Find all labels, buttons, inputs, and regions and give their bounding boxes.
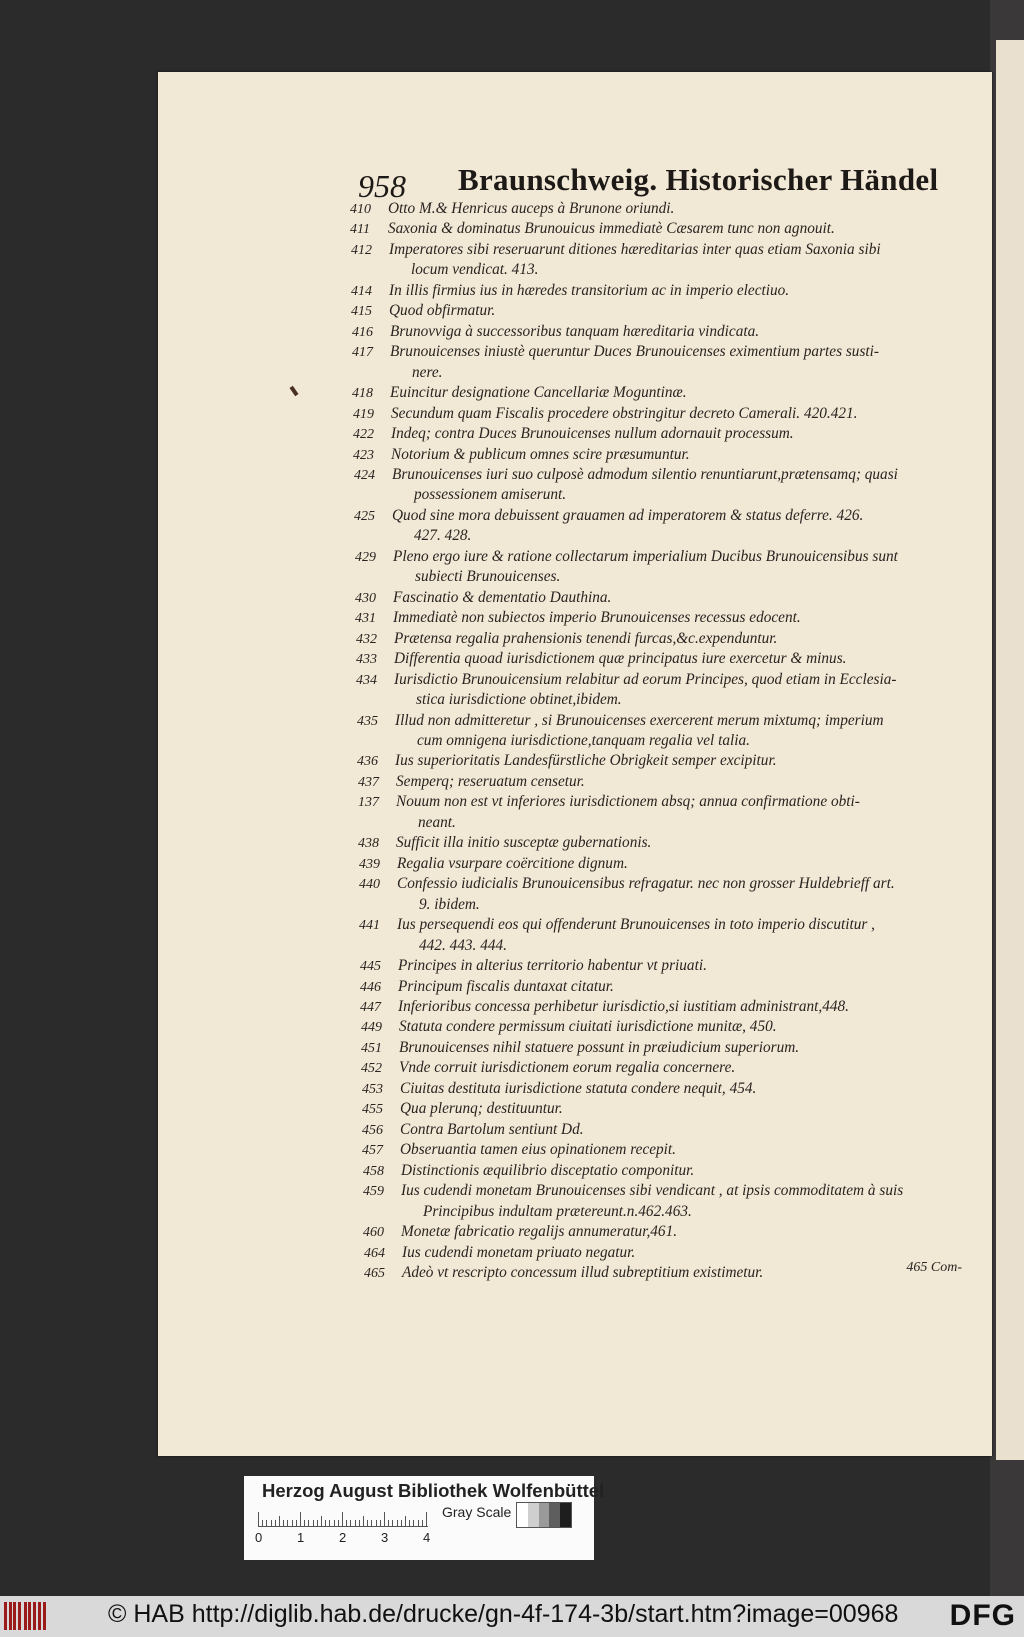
- ruler-tick: [266, 1520, 267, 1526]
- entry-text: Differentia quoad iurisdictionem quæ principatus iure exercetur & minus.: [394, 650, 847, 668]
- entry-text: Regalia vsurpare coërcitione dignum.: [397, 854, 628, 872]
- entry-number: 445: [360, 959, 381, 975]
- entry-text: Secundum quam Fiscalis procedere obstringitur decreto Camerali. 420.421.: [391, 404, 858, 422]
- entry-continuation: neant.: [418, 813, 456, 831]
- entry-text: Prætensa regalia prahensionis tenendi furcas,&c.expenduntur.: [394, 629, 778, 647]
- barcode-icon: [4, 1602, 48, 1630]
- entry-continuation: 9. ibidem.: [419, 895, 480, 913]
- entry-number: 410: [350, 202, 371, 217]
- ruler-tick: [397, 1520, 398, 1526]
- ruler-tick: [355, 1520, 356, 1526]
- ruler-tick: [371, 1520, 372, 1526]
- barcode-bar: [18, 1602, 21, 1630]
- entry-text: Notorium & publicum omnes scire præsumuntur.: [391, 445, 690, 463]
- ruler-tick: [363, 1516, 364, 1526]
- entry-number: 418: [352, 386, 373, 402]
- entry-number: 449: [361, 1020, 382, 1036]
- entry-number: 416: [352, 324, 373, 340]
- ruler-tick: [338, 1520, 339, 1526]
- ruler-tick: [418, 1520, 419, 1526]
- entry-text: Fascinatio & dementatio Dauthina.: [393, 588, 612, 606]
- ruler-tick: [279, 1516, 280, 1526]
- entry-number: 438: [358, 836, 379, 852]
- entry-number: 451: [361, 1040, 382, 1056]
- entry-text: Confessio iudicialis Brunouicensibus refragatur. nec non grosser Huldebrieff art.: [397, 875, 895, 893]
- entry-text: Semperq; reseruatum censetur.: [396, 772, 585, 790]
- gray-scale-label: Gray Scale: [442, 1504, 512, 1520]
- entry-number: 465: [364, 1266, 385, 1281]
- entry-number: 429: [355, 549, 376, 565]
- ruler-tick: [275, 1520, 276, 1526]
- entry-number: 432: [356, 631, 377, 647]
- entry-continuation: nere.: [412, 363, 443, 381]
- page-number: 958: [358, 168, 406, 204]
- barcode-bar: [28, 1602, 31, 1630]
- entry-number: 453: [362, 1081, 383, 1097]
- entry-text: Brunouicenses iuri suo culposè admodum silentio renuntiarunt,prætensamq; quasi: [392, 466, 898, 483]
- ruler-tick: [334, 1520, 335, 1526]
- book-page: [158, 72, 992, 1456]
- source-url[interactable]: © HAB http://diglib.hab.de/drucke/gn-4f-174-3b/start.htm?image=00968: [108, 1600, 899, 1628]
- ruler-tick: [376, 1520, 377, 1526]
- entry-number: 411: [350, 222, 370, 238]
- ruler-tick: [346, 1520, 347, 1526]
- entry-continuation: cum omnigena iurisdictione,tanquam regalia vel talia.: [417, 731, 750, 749]
- entry-text: Brunouicenses nihil statuere possunt in præiudicium superiorum.: [399, 1038, 800, 1056]
- barcode-bar: [9, 1602, 12, 1630]
- ruler-tick: [313, 1520, 314, 1526]
- ruler-number: 3: [381, 1530, 389, 1545]
- ruler-tick: [296, 1520, 297, 1526]
- entry-number: 452: [361, 1061, 382, 1077]
- gray-swatch: [528, 1503, 539, 1527]
- entry-text: In illis firmius ius in hæredes transitorium ac in imperio electiuo.: [389, 281, 790, 299]
- catchword: 465 Com-: [906, 1260, 962, 1275]
- entry-number: 425: [354, 508, 375, 524]
- barcode-bar: [4, 1602, 7, 1630]
- adjacent-page-edge: [996, 40, 1024, 1460]
- entry-number: 441: [359, 918, 380, 934]
- ruler-tick: [426, 1512, 427, 1526]
- ruler-tick: [300, 1512, 301, 1526]
- ruler-tick: [401, 1520, 402, 1526]
- ruler-tick: [329, 1520, 330, 1526]
- entry-text: Brunovviga à successoribus tanquam hæreditaria vindicata.: [390, 322, 760, 340]
- entry-text: Illud non admitteretur , si Brunouicenses exercerent merum mixtumq; imperium: [395, 711, 884, 729]
- entry-continuation: 427. 428.: [414, 527, 472, 545]
- ruler-number: 1: [297, 1530, 305, 1545]
- gray-scale-swatches: [516, 1502, 572, 1528]
- entry-number: 412: [351, 242, 372, 258]
- dfg-logo: DFG: [949, 1599, 1016, 1632]
- entry-text: Immediatè non subiectos imperio Brunouicenses recessus edocent.: [393, 609, 801, 627]
- ruler-tick: [388, 1520, 389, 1526]
- entry-text: Euincitur designatione Cancellariæ Moguntinæ.: [390, 384, 687, 402]
- entry-number: 417: [352, 345, 373, 361]
- scale-ruler: [255, 1506, 438, 1545]
- entry-number: 431: [355, 611, 376, 627]
- entry-text: Statuta condere permissum ciuitati iurisdictione munitæ, 450.: [399, 1018, 777, 1036]
- barcode-bar: [13, 1602, 16, 1630]
- entry-text: Inferioribus concessa perhibetur iurisdictio,si iustitiam administrant,448.: [398, 998, 849, 1015]
- entry-text: Ius persequendi eos qui offenderunt Brunouicenses in toto imperio discutitur ,: [397, 916, 875, 934]
- entry-text: Contra Bartolum sentiunt Dd.: [400, 1120, 584, 1138]
- entry-number: 455: [362, 1102, 383, 1118]
- entry-text: Otto M.& Henricus auceps à Brunone oriundi.: [388, 200, 675, 217]
- entry-text: Imperatores sibi reseruarunt ditiones hæreditarias inter quas etiam Saxonia sibi: [389, 240, 881, 258]
- entry-number: 430: [355, 590, 376, 606]
- entry-text: Obseruantia tamen eius opinationem recepit.: [400, 1141, 677, 1159]
- barcode-bar: [24, 1602, 27, 1630]
- ruler-tick: [304, 1520, 305, 1526]
- entry-text: Principes in alterius territorio habentur vt priuati.: [398, 957, 707, 975]
- entry-number: 447: [360, 1000, 381, 1015]
- entry-number: 137: [358, 795, 379, 811]
- entry-number: 437: [358, 774, 379, 790]
- ruler-tick: [405, 1516, 406, 1526]
- ruler-tick: [258, 1512, 259, 1526]
- entry-text: Distinctionis æquilibrio disceptatio componitur.: [401, 1161, 695, 1179]
- ruler-number: 2: [339, 1530, 347, 1545]
- entry-text: Adeò vt rescripto concessum illud subreptitium existimetur.: [402, 1264, 764, 1281]
- entry-text: Pleno ergo iure & ratione collectarum imperialium Ducibus Brunouicensibus sunt: [393, 547, 898, 565]
- entry-text: Vnde corruit iurisdictionem eorum regalia concernere.: [399, 1059, 736, 1077]
- entry-text: Qua plerunq; destituuntur.: [400, 1100, 563, 1118]
- ruler-tick: [350, 1520, 351, 1526]
- gray-swatch: [517, 1503, 528, 1527]
- entry-number: 446: [360, 979, 381, 995]
- entry-number: 415: [351, 304, 372, 320]
- ruler-tick: [317, 1520, 318, 1526]
- entry-number: 457: [362, 1143, 383, 1159]
- entry-number: 434: [356, 672, 377, 688]
- entry-number: 414: [351, 283, 372, 299]
- entry-text: Quod obfirmatur.: [389, 302, 496, 320]
- entry-number: 436: [357, 754, 378, 770]
- entry-number: 433: [356, 652, 377, 668]
- ruler-tick: [422, 1520, 423, 1526]
- barcode-bar: [43, 1602, 46, 1630]
- barcode-bar: [33, 1602, 36, 1630]
- entry-number: 440: [359, 877, 380, 893]
- entry-continuation: Principibus indultam prætereunt.n.462.463.: [423, 1202, 692, 1220]
- entry-number: 419: [353, 406, 374, 422]
- ruler-tick: [409, 1520, 410, 1526]
- entry-text: Ius cudendi monetam Brunouicenses sibi vendicant , at ipsis commoditatem à suis: [401, 1182, 904, 1200]
- ruler-tick: [380, 1520, 381, 1526]
- entry-text: Nouum non est vt inferiores iurisdictionem absq; annua confirmatione obti-: [396, 793, 860, 811]
- entry-continuation: locum vendicat. 413.: [411, 261, 539, 279]
- ruler-number: 0: [255, 1530, 263, 1545]
- ruler-tick: [292, 1520, 293, 1526]
- gray-swatch: [549, 1503, 560, 1527]
- ruler-tick: [321, 1516, 322, 1526]
- entry-text: Ius cudendi monetam priuato negatur.: [402, 1243, 636, 1261]
- ruler-tick: [359, 1520, 360, 1526]
- entry-number: 424: [354, 468, 375, 483]
- gray-swatch: [539, 1503, 550, 1527]
- entry-text: Principum fiscalis duntaxat citatur.: [398, 977, 614, 995]
- barcode-bar: [38, 1602, 41, 1630]
- ruler-tick: [283, 1520, 284, 1526]
- entry-text: Monetæ fabricatio regalijs annumeratur,461.: [401, 1223, 678, 1241]
- entry-number: 423: [353, 447, 374, 463]
- ruler-tick: [392, 1520, 393, 1526]
- ruler-tick: [271, 1520, 272, 1526]
- entry-continuation: 442. 443. 444.: [419, 936, 507, 954]
- entry-text: Brunouicenses iniustè queruntur Duces Brunouicenses eximentium partes susti-: [390, 343, 879, 361]
- entry-number: 456: [362, 1122, 383, 1138]
- entry-continuation: stica iurisdictione obtinet,ibidem.: [416, 691, 622, 709]
- entry-number: 459: [363, 1184, 384, 1200]
- ruler-tick: [367, 1520, 368, 1526]
- entry-continuation: subiecti Brunouicenses.: [415, 568, 561, 586]
- entry-number: 464: [364, 1245, 385, 1261]
- entry-text: Iurisdictio Brunouicensium relabitur ad eorum Principes, quod etiam in Ecclesia-: [394, 670, 897, 688]
- ruler-number: 4: [423, 1530, 431, 1545]
- entry-continuation: possessionem amiserunt.: [414, 486, 567, 504]
- ink-speck: [289, 386, 298, 396]
- entry-number: 422: [353, 427, 374, 443]
- ruler-tick: [287, 1520, 288, 1526]
- ruler-tick: [308, 1520, 309, 1526]
- entry-number: 460: [363, 1225, 384, 1241]
- ruler-tick: [262, 1520, 263, 1526]
- library-name: Herzog August Bibliothek Wolfenbüttel: [262, 1480, 605, 1501]
- entry-text: Saxonia & dominatus Brunouicus immediatè Cæsarem tunc non agnouit.: [388, 220, 835, 238]
- ruler-tick: [325, 1520, 326, 1526]
- entry-text: Indeq; contra Duces Brunouicenses nullum adornauit processum.: [391, 425, 794, 443]
- entry-number: 435: [357, 713, 378, 729]
- ruler-tick: [342, 1512, 343, 1526]
- ruler-tick: [413, 1520, 414, 1526]
- ruler-tick: [384, 1512, 385, 1526]
- entry-number: 439: [359, 856, 380, 872]
- entry-text: Ius superioritatis Landesfürstliche Obrigkeit semper excipitur.: [395, 752, 777, 770]
- library-label-card: [244, 1476, 605, 1560]
- ruler-baseline: [258, 1526, 428, 1527]
- entry-text: Quod sine mora debuissent grauamen ad imperatorem & status deferre. 426.: [392, 506, 864, 524]
- viewer-footer: [0, 1596, 1024, 1637]
- entry-text: Sufficit illa initio susceptæ gubernationis.: [396, 834, 652, 852]
- entry-number: 458: [363, 1163, 384, 1179]
- gray-swatch: [560, 1503, 571, 1527]
- entry-text: Ciuitas destituta iurisdictione statuta condere nequit, 454.: [400, 1079, 757, 1097]
- running-header: Braunschweig. Historischer Händel: [458, 162, 939, 197]
